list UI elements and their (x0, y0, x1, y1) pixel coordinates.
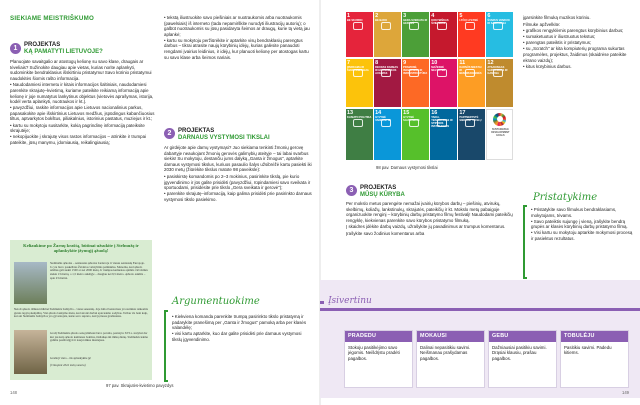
list-item: • parenkite skrajutę–informaciją, kaip galima prisidėti prie pasirinkto darnaus vystymosi tikslo pasiekimo. (164, 191, 312, 202)
sdg-grid (346, 12, 513, 160)
project-3-continued (523, 15, 633, 70)
sdg-tile (402, 12, 429, 57)
project-2-bullets (164, 174, 312, 202)
sdg-label: KLIMATO POLITIKA (347, 115, 372, 119)
level-name: MOKAUSI (417, 331, 484, 342)
sdg-goal-icon (409, 69, 419, 77)
section-title: SIEKIAME MEISTRIŠKUMO (10, 15, 94, 22)
sdg-goal-icon (353, 69, 363, 77)
sdg-number: 9 (403, 59, 407, 66)
level-name: PRADEDU (345, 331, 412, 342)
sdg-number: 12 (487, 59, 494, 66)
example-leaflet (10, 240, 152, 380)
list-item: • Naudodamiesi internetu ir kitais informacijos šaltiniais, naudodamiesi parenkite skrajutę–kvietimą, kuriame pateikite reikiamą informaciją apie kelionę ir joje numatytus lankytinus objektus (vietovės aprašymas, istorija, kodėl verta aplankyti, nuotraukos ir kt.). (10, 82, 156, 104)
list-item: • Visi kartu su mokytoju aptarkite mokymosi procesą ir pasiektus rezultatus. (531, 230, 635, 241)
pristatykime-body (531, 207, 635, 242)
sdg-number: 8 (375, 59, 379, 66)
sdg-label: BE BADO (375, 19, 388, 22)
sdg-label: MAŽESNĖ NELYGYBĖ (431, 65, 446, 72)
project-1-heading (24, 42, 103, 56)
project-2-body (164, 145, 312, 203)
project-3-subtitle: MŪSŲ KŪRYBA (360, 192, 405, 198)
project-3-title: PROJEKTAS (360, 185, 397, 191)
sdg-number: 3 (403, 13, 407, 19)
sdg-label: ŠVARUS VANDUO IR SANITARIJA (487, 19, 510, 25)
list-item: • kartu su mokytoju peržiūrėkite ir aptarkite visų bendraklasių parengtus darbus – tikrai atrasite naujų kūrybinių idėjų, kurias galėsite panaudoti rengdami įvairius leidinius, ir idėjų, kur planuoti kelionę per atostogas kartu su savo klase arba šeimos nariais. (164, 38, 312, 60)
sdg-number: 15 (403, 109, 410, 116)
list-item: • nekopijuokite į skrajutę visos rastos informacijos – atrinkite ir trumpai pateikite, jūsų manymu, įdomiausią, reikalingiausią; (10, 134, 156, 145)
sdg-number: 1 (347, 13, 351, 19)
ivertinu-panel (320, 280, 640, 398)
sdg-tile (374, 12, 401, 57)
sdg-label: BE SKURDO (347, 19, 363, 22)
sdg-goal-icon (381, 69, 391, 77)
sdg-number: 2 (375, 13, 379, 19)
project-2-heading (178, 128, 270, 142)
project-2-number: 2 (164, 128, 175, 139)
sdg-number: 14 (375, 109, 382, 116)
list-item: • sumaketuotus ir iliustruotus tekstus; (523, 34, 633, 40)
sdg-goal-icon (437, 22, 447, 30)
list-item: • Kiekviena komanda parenkite trumpą pasirinkto tikslo pristatymą ir padarykite pranešimą per „Ganta ir žmogus" pamoką arba per klasės valandėlę; (172, 314, 310, 331)
sdg-number: 13 (347, 109, 354, 116)
argumentuokime-body (172, 314, 310, 343)
sdg-number: 5 (459, 13, 463, 19)
page-number: 149 (622, 390, 629, 395)
sdg-tile (346, 12, 373, 57)
project-1-title: PROJEKTAS (24, 42, 61, 48)
project-2-paragraph: Ar girdėjote apie darnų vystymąsi? Juo siekiama tenkinti žmonių gerovę dabartyje neaukojant žmonių gerovės galimybių ateityje – tai labai svarbus siekis! Su mokytoju, destančiu jums dalyką „Ganta ir žmogus", aptarkite darnaus vystymosi tikslus, kuriuos pasaulio šalys užsibrėžė kartu pasiekti iki 2030 metų (žiūrėkite tikslus matote 98 paveiksle): (164, 145, 312, 173)
leaflet-text-4: Gražioji vieta – tik aplankykite ją! (50, 356, 92, 360)
project-3-bullets (523, 28, 633, 69)
project-2-title: PROJEKTAS (178, 128, 215, 134)
sdg-tile (458, 12, 485, 57)
level-name: GEBU (489, 331, 556, 342)
list-item: • su „Scratch" ar kita kompiuterių programa sukurtas programėles, projektus, žaidimus (skaidrėse pateikite ekrano vaizdų); (523, 46, 633, 63)
list-item: • pavyzdžiui, raskite informacijos apie Lietuvos nacionalinius parkus, papasakokite apie išskirtinius Lietuvos medžius, įspūdingus kabančiuosius tiltus, aptvarkytos bokštus, piliakalnius, istorinius pastatus, muziejus ir kt.; (10, 105, 156, 122)
sdg-goal-icon (493, 69, 503, 77)
sdg-number: 17 (459, 109, 466, 116)
sdg-tile (430, 12, 457, 57)
project-3-paragraph-2: Į skaidres įdėkite darbų vaizdų, užrašykite jų pavadinimus ar trumpus komentarus. (346, 224, 506, 230)
project-2-subtitle: DARNAUS VYSTYMOSI TIKSLAI (178, 135, 270, 141)
list-item: • grafikos rengyklėmis parengtus kūrybinius darbus; (523, 28, 633, 34)
list-item: • Pristatykite savo filmukus bendraklasiams, mokytojams, tėvams. (531, 207, 635, 218)
sdg-goal-icon (437, 69, 447, 77)
page-number: 148 (10, 390, 17, 395)
sdg-wheel-icon (493, 113, 506, 126)
sdg-label: TAIKA, TEISINGUMAS IR STIPRIOS INSTITUCIJOS (431, 115, 453, 128)
project-1-number: 1 (10, 43, 21, 54)
pristatykime-bullets (531, 207, 635, 242)
sdg-number: 4 (431, 13, 435, 19)
sdg-tile (486, 12, 513, 57)
project-1-continued (164, 15, 312, 61)
level-text: Pasitikiu savimi. Padedu kitiems. (564, 345, 612, 356)
figure-97-caption: 97 pav. Skrajutės-kvietimo pavyzdys (106, 383, 174, 388)
sdg-number: 6 (487, 13, 491, 19)
sdg-number: 7 (347, 59, 351, 66)
sdg-goal-icon (353, 22, 363, 30)
sdg-label: PARTNERYSTĖ SIEKIANT TIKSLŲ (459, 115, 482, 122)
sdg-number: 11 (459, 59, 466, 66)
sdg-number: 10 (431, 59, 438, 66)
level-card-tobuleju (560, 330, 629, 388)
sdg-label: GERA SVEIKATA IR GEROVĖ (403, 19, 428, 25)
argumentuokime-bullets (172, 314, 310, 342)
list-item: • tekstą iliustruokite savo piešiniais ar nuotraukomis arba nuotraukomis (pawelsiais) iš interneto (tada nepamirškite nurodyti iliustracijų autorių); o galbūt nuotraukomis su jūsų pasidaryta šeimos ar draugų, kurie tą vietą jau aplankė; (164, 15, 312, 37)
level-card-mokausi (416, 330, 485, 388)
ivertinu-bar (320, 308, 640, 311)
sdg-number: 16 (431, 109, 438, 116)
level-card-pradedu (344, 330, 413, 388)
sdg-goal-icon (353, 119, 363, 127)
sdg-label: PRAMONĖ, INOVACIJOS IR INFRASTRUKTŪRA (403, 65, 428, 75)
sdg-tile (374, 59, 401, 107)
sdg-tile (402, 59, 429, 107)
leaflet-text-1: Stelmužės ąžuolas – seniausias ąžuolas Lietuvoje ir vienas seniausių Europoje. Jo yra buvo paskelbtas Žuvintos valstybinis paminklas. Manoma, kad ąžuolo amžius gali siekti 1500 ar net 2000 metų. Ir trumpas kamienas apimtis virš žemės siekia 13 metrų, o 1,5 metro aukštyje – daugiau nei 9,5 metro. Ąžuolo aukštis – apie 23 metrai. (50, 261, 148, 280)
sdg-tile (402, 109, 429, 160)
sdg-label: GYVYBĖ SAUSUMOJE (403, 115, 420, 122)
project-3-list-title: Filmuke apžvelkite: (523, 21, 561, 27)
sdg-label: ATSAKINGAS VARTOJIMAS IR GAMYBA (487, 65, 508, 75)
pristatykime-title: Pristatykime (533, 192, 598, 203)
sdg-tile (374, 109, 401, 160)
project-1-paragraph: Planuojate savaitgalio ar atostogų kelionę su savo klase, draugais ar tėveliais? Sužinokite daugiau apie vietas, kurias norite aplankyti, sudominkite bendraklasius išskirtiniu pristatymu! Savo kūrinio pristatymui naudokitės šiomis rašto informacija. (10, 59, 152, 81)
sdg-label: LYČIŲ LYGYBĖ (459, 19, 479, 22)
sdg-tile (346, 109, 373, 160)
sdg-goal-icon (409, 22, 419, 30)
sdg-goal-icon (381, 22, 391, 30)
leaflet-title: Keliaukime po Žarnų kraštą, būtinai užsukite į Stelmužę ir aplankykite įžymųjį ąžuolą! (23, 243, 139, 254)
list-item: • kitus kūrybinius darbus. (523, 64, 633, 70)
church-photo (14, 330, 47, 374)
sdg-label: DEORAS DARBAS IR EKONOMIKOS AUGIMAS (375, 65, 398, 75)
argumentuokime-box (164, 296, 312, 384)
sdg-logo-tile (486, 109, 513, 160)
argumentuokime-title: Argumentuokime (172, 296, 260, 307)
level-text: Dalinai nepasitikiu savimi. Neišmanau prašydamas pagalbos. (420, 345, 471, 361)
project-3-body (346, 201, 513, 238)
project-3-heading (360, 185, 405, 199)
list-item: • visi kartu aptarkite, kuo dar galite prisidėti prie darnaus vystymosi tikslų įgyvendinimo. (172, 331, 310, 342)
project-3-paragraph-3: Įrašykite savo žodinius komentarus arba (346, 230, 425, 236)
leaflet-text-3: Grožį Stelmužės ąžuolo seną įmirkusi buvo parošta, pastatyta XVI a. statybai dar kur jau kaip ąžuolo kamienas bokštas, išsilaikęs iki mūsų dienų. Stelmužės kaime galima pasižvalgyti ir naujoviškus muziejaus. (50, 331, 148, 343)
bracket-decoration (164, 310, 168, 382)
level-text: Dažniausiai pasitikiu savimi. Drąsiai klausiu, prašau pagalbos. (492, 345, 547, 361)
bracket-decoration (523, 205, 527, 279)
sdg-label: KOKYBIŠKAS ŠVIETIMAS (431, 19, 449, 25)
leaflet-text-2: Netoli ąžuolo išlikusi mūrinė Stelmužės bažnyčia – viena senesnių. Joje šalia šventoriaus yra surinkta rankomis gurais tapytų skulptūrų. Visi ąžuolo lankymo metu, kad atrodė darbui apie kaimo sodybas. Tačiau vis bent kaip, kai ant Stelmužės bažnyčios yra gyventojais, kurie savo suprato, kad jų tiesas gražiausias. (14, 307, 148, 319)
ivertinu-title: Įsivertinu (328, 296, 372, 306)
sdg-tile (346, 59, 373, 107)
sdg-tile (430, 59, 457, 107)
level-card-gebu (488, 330, 557, 388)
level-name: TOBULĖJU (561, 331, 628, 342)
project-3-intro: įgarsinkite filmuką muzikos kūriniu. (523, 15, 591, 20)
level-text: Stokoju pasitikėjimo savo jėgomis. Neišdrįstu pradėti pagalbos. (348, 345, 400, 361)
sdg-label: DARNŪS MIESTAI IR BENDRUOMENĖS (459, 65, 482, 75)
project-1-bullets (10, 82, 156, 145)
sdg-logo-text: SUSTAINABLE DEVELOPMENT GOALS (491, 127, 510, 137)
list-item: • Savo pateiktis sujungę į vieną, įrašykite bendrą grupės ar klasės kūrybinių darbų pristatymo filmą. (531, 219, 635, 230)
figure-98-caption: 98 pav. Darnaus vystymosi tikslai (376, 165, 438, 170)
project-3-number: 3 (346, 185, 357, 196)
sdg-goal-icon (465, 22, 475, 30)
sdg-label: ĮPERKAMA IR ŠVARI ENERGIJA (347, 65, 369, 72)
list-item: • kartu su mokytoju susitarkite, kokią pagrindinę informaciją pateiksite skrajutėje; (10, 123, 156, 134)
project-3-paragraph: Per mokslo metus parengėte nemažai įvairių kūrybos darbų – piešinių, atvirukų, skelbimų, koliažų, lankstinukų, skrajutės, pateikčių ir kt. Mokslo metų pabaigoje organizuokite renginį – kūrybinių darbų pristatymo filmų festivalį! Naudodami pateikčių rengyklę, kiekvienas parenkite savo kūrybos pristatymo filmuką. (346, 201, 513, 223)
project-1-body (10, 59, 156, 146)
sdg-goal-icon (381, 119, 391, 127)
sdg-tile (458, 59, 485, 107)
sdg-goal-icon (465, 69, 475, 77)
leaflet-footer: (Cituojant 2022 metų vasara) (50, 363, 86, 367)
sdg-tile (486, 59, 513, 107)
oak-tree-photo (14, 262, 47, 304)
sdg-goal-icon (437, 119, 447, 127)
sdg-label: GYVYBĖ VANDENYJE (375, 115, 391, 122)
list-item: • parengtas pateiktis ir pristatymus; (523, 40, 633, 46)
sdg-goal-icon (493, 22, 503, 30)
sdg-tile (458, 109, 485, 160)
project-1-bullets-2 (164, 15, 312, 60)
list-item: • pasiskirstę komandomis po 2–3 mokinius, pasirinkite tikslą, pie kurio įgyvendinimo ir jūs galite prisidėti (pavyzdžiui, rūpindamiesi savo sveikata ir sportuodami, prisidėsite prie tikslo „Gera sveikata ir gerovė"); (164, 174, 312, 191)
sdg-goal-icon (409, 119, 419, 127)
sdg-tile (430, 109, 457, 160)
sdg-goal-icon (465, 119, 475, 127)
project-1-subtitle: KĄ PAMATYTI LIETUVOJE? (24, 49, 103, 55)
